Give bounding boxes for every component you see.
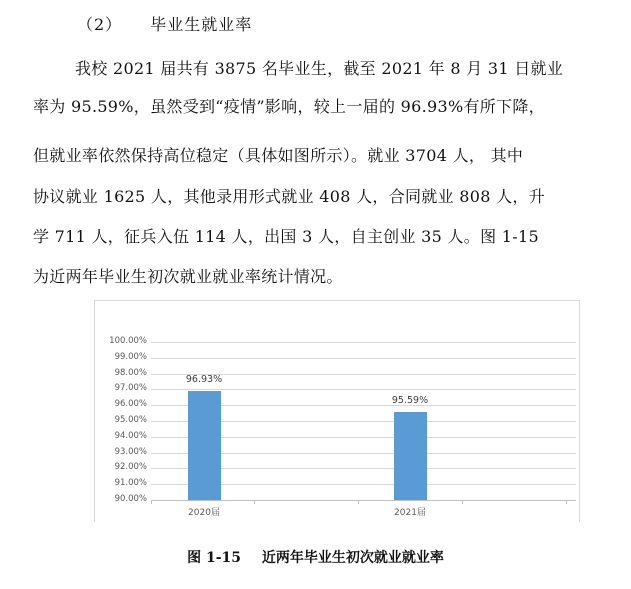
figure-number: 图 1-15 (187, 550, 242, 566)
y-tick-label: 100.00% (109, 336, 147, 346)
section-number: （2） (77, 15, 123, 34)
data-label: 95.59% (391, 394, 429, 406)
x-tick-mark (566, 500, 567, 504)
figure-title: 近两年毕业生初次就业就业率 (261, 550, 444, 566)
y-tick-label: 97.00% (114, 383, 147, 394)
paragraph-line: 但就业率依然保持高位稳定（具体如图所示）。就业 3704 人， 其中 (33, 146, 524, 165)
y-tick-label: 95.00% (114, 415, 147, 425)
paragraph-line: 协议就业 1625 人，其他录用形式就业 408 人，合同就业 808 人，升 (33, 187, 546, 206)
y-tick-label: 94.00% (114, 430, 147, 441)
section-heading (77, 12, 252, 35)
y-tick-label: 92.00% (114, 462, 147, 473)
bar-chart (94, 300, 580, 522)
paragraph-line: 学 711 人，征兵入伍 114 人，出国 3 人，自主创业 35 人。图 1-15 (33, 227, 539, 246)
paragraph-line: 率为 95.59%，虽然受到“疫情”影响，较上一届的 96.93%有所下降， (33, 97, 545, 116)
gridline (151, 358, 576, 359)
y-tick-label: 90.00% (114, 494, 147, 504)
gridline (151, 342, 576, 343)
paragraph-line: 为近两年毕业生初次就业就业率统计情况。 (33, 267, 343, 286)
plot-area (95, 301, 579, 522)
x-axis-line (151, 500, 576, 501)
y-tick-label: 98.00% (114, 367, 147, 378)
figure-caption (0, 547, 631, 567)
x-tick-mark (462, 500, 463, 504)
paragraph-line: 我校 2021 届共有 3875 名毕业生，截至 2021 年 8 月 31 日就业 (75, 59, 564, 78)
x-tick-mark (151, 500, 152, 504)
x-tick-mark (254, 500, 255, 504)
x-tick-mark (358, 500, 359, 504)
y-tick-label: 91.00% (114, 478, 147, 489)
y-tick-label: 93.00% (114, 446, 147, 457)
x-category-label: 2021届 (394, 508, 426, 518)
bar-2020届 (188, 391, 221, 500)
bar-2021届 (394, 412, 427, 500)
data-label: 96.93% (185, 373, 223, 385)
y-tick-label: 99.00% (114, 351, 147, 362)
x-category-label: 2020届 (188, 508, 220, 518)
section-title: 毕业生就业率 (150, 15, 253, 34)
y-tick-label: 96.00% (114, 399, 147, 410)
